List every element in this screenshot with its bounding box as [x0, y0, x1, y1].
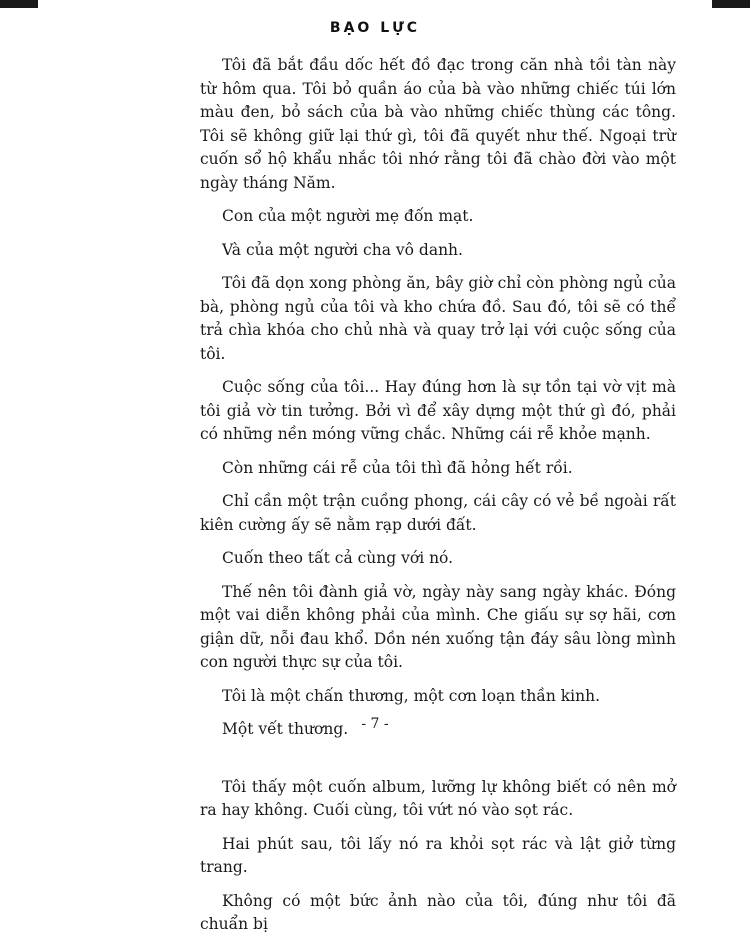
paragraph: Tôi thấy một cuốn album, lưỡng lự không biết có nên mở ra hay không. Cuối cùng, tôi vứt nó vào sọt rác.: [200, 777, 676, 819]
paragraph: Chỉ cần một trận cuồng phong, cái cây có vẻ bề ngoài rất kiên cường ấy sẽ nằm rạp dưới đất.: [200, 492, 676, 534]
paragraph: Cuộc sống của tôi... Hay đúng hơn là sự tồn tại vờ vịt mà tôi giả vờ tin tưởng. Bởi vì để xây dựng một thứ gì đó, phải có những nền móng vững chắc. Những cái rễ khỏe mạnh.: [200, 378, 676, 443]
paragraph: Cuốn theo tất cả cùng với nó.: [222, 549, 454, 567]
running-header: BẠO LỰC: [329, 20, 421, 36]
paragraph: Hai phút sau, tôi lấy nó ra khỏi sọt rác và lật giở từng trang.: [200, 834, 676, 876]
page-number: - 7 -: [361, 716, 389, 732]
paragraph: Một vết thương.: [222, 720, 349, 738]
paragraph: Tôi đã dọn xong phòng ăn, bây giờ chỉ còn phòng ngủ của bà, phòng ngủ của tôi và kho chứa đồ. Sau đó, tôi sẽ có thể trả chìa khóa cho chủ nhà và quay trở lại với cuộc sống của tôi.: [200, 274, 676, 363]
paragraph: Con của một người mẹ đốn mạt.: [222, 207, 474, 225]
corner-mark-left: [0, 0, 38, 8]
paragraph: Tôi là một chấn thương, một cơn loạn thần kinh.: [222, 686, 601, 705]
paragraph: Còn những cái rễ của tôi thì đã hỏng hết rồi.: [222, 458, 573, 477]
paragraph: Tôi đã bắt đầu dốc hết đồ đạc trong căn nhà tồi tàn này từ hôm qua. Tôi bỏ quần áo của bà vào những chiếc túi lớn màu đen, bỏ sách của bà vào những chiếc thùng các tông. Tôi sẽ không giữ lại thứ gì, tôi đã quyết như thế. Ngoại trừ cuốn sổ hộ khẩu nhắc tôi nhớ rằng tôi đã chào đời vào một ngày tháng Năm.: [200, 56, 676, 192]
paragraph: Thế nên tôi đành giả vờ, ngày này sang ngày khác. Đóng một vai diễn không phải của mình. Che giấu sự sợ hãi, cơn giận dữ, nỗi đau khổ. Dồn nén xuống tận đáy sâu lòng mình con người thực sự của tôi.: [200, 582, 676, 671]
paragraph: Không có một bức ảnh nào của tôi, đúng như tôi đã chuẩn bị: [200, 891, 676, 933]
paragraph: Và của một người cha vô danh.: [222, 240, 463, 259]
body-text: [200, 54, 676, 947]
corner-mark-right: [712, 0, 750, 8]
